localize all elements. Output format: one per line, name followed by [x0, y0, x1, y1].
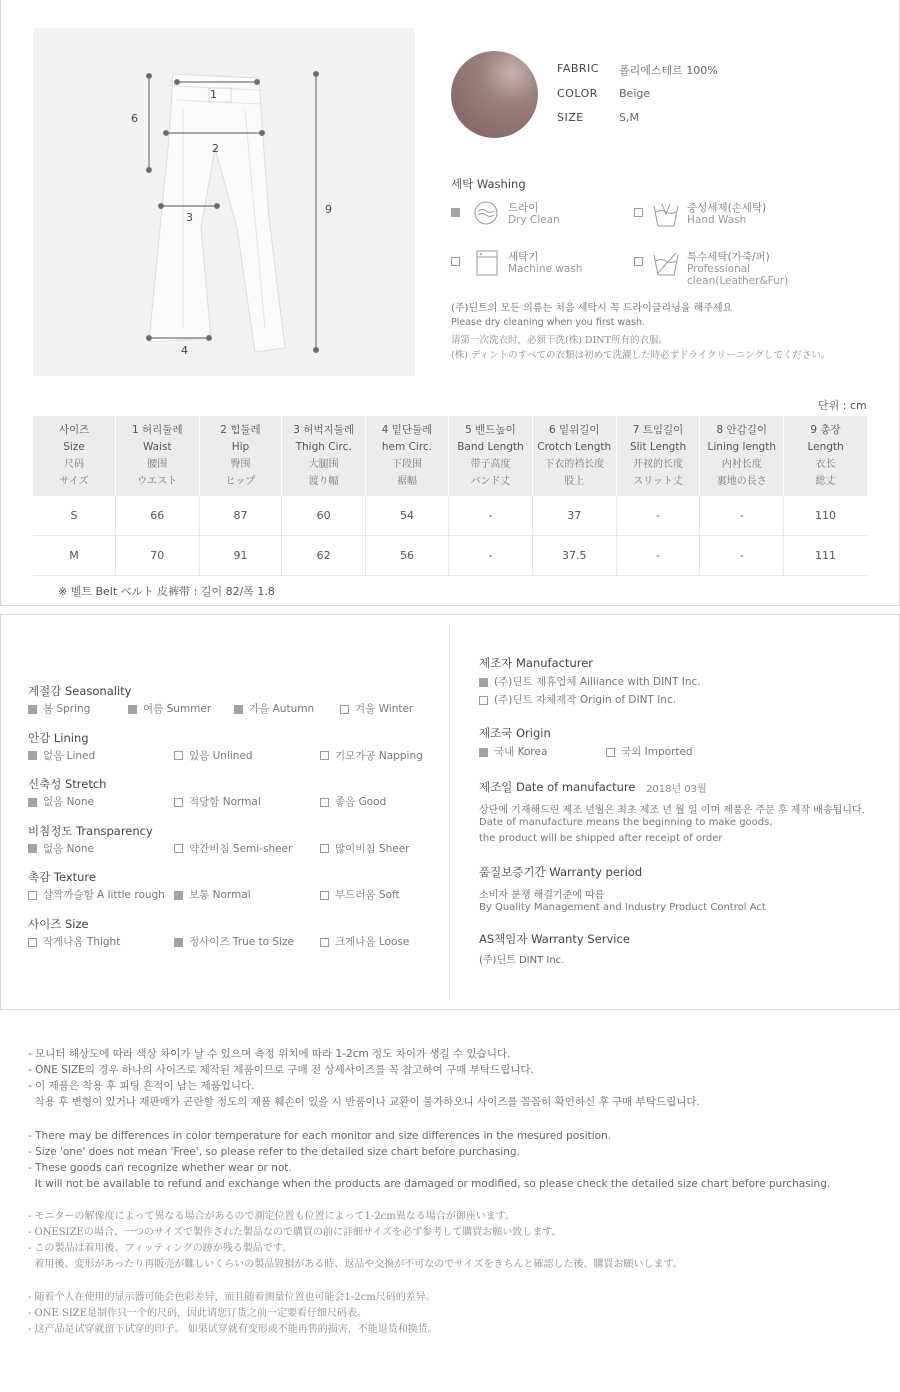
dry-clean-en: Dry Clean [508, 214, 560, 226]
attribute-title: 사이즈 Size [28, 917, 89, 931]
attribute-checkbox [340, 705, 349, 714]
header-hip [199, 416, 282, 496]
notice-zh-3: - 这产品是试穿就留下试穿的印子。 如果试穿就有变形或不能再售的损害，不能退货和换货。 [28, 1324, 438, 1335]
notice-ja-3: - この製品は着用後、フィッティングの跡が残る製品です。 [28, 1243, 292, 1254]
notice-ja-2: - ONESIZEの場合、一つのサイズで製作された製品なので購買の前に詳細サイズを必ず参考して購買お願い致します。 [28, 1227, 562, 1238]
option-label: 부드러움 Soft [335, 889, 400, 902]
option-label: 봄 Spring [43, 703, 91, 715]
size-label: SIZE [557, 111, 584, 124]
fabric-value: 폴리에스테르 100% [619, 64, 718, 77]
diagram-label-6: 6 [131, 112, 138, 125]
attribute-option [28, 934, 120, 949]
size-value: S,M [619, 111, 639, 124]
washing-dry-clean [451, 200, 621, 232]
manufacturer-title: 제조자 Manufacturer [479, 656, 594, 670]
option-label: 없음 None [43, 796, 95, 809]
washing-hand-wash-checkbox [634, 208, 643, 217]
header-size [33, 416, 116, 496]
table-cell: - [449, 536, 533, 576]
header-ja: 裏地の長さ [716, 476, 767, 487]
notice-zh-1: - 随着个人在使用的显示器可能会色彩差异，而且随着测量位置也可能会1-2cm尺码的差异。 [28, 1292, 436, 1303]
header-zh: 臀围 [230, 459, 251, 470]
header-zh: 腰围 [147, 459, 168, 470]
washing-professional [634, 249, 854, 287]
attribute-checkbox [28, 844, 37, 853]
attribute-option [174, 794, 261, 809]
hand-wash-icon [652, 200, 680, 228]
header-zh: 内衬长度 [721, 459, 762, 470]
hand-wash-en: Hand Wash [687, 214, 747, 226]
attribute-checkbox [174, 891, 183, 900]
table-cell: 110 [784, 496, 867, 536]
attribute-option [174, 934, 294, 949]
option-label: 있음 Unlined [189, 749, 253, 762]
table-cell: - [616, 536, 700, 576]
attribute-title: 비침정도 Transparency [28, 823, 153, 838]
header-zh: 下衣的裆长度 [544, 459, 605, 470]
header-en: Lining length [707, 441, 776, 453]
table-cell: M [33, 536, 116, 576]
belt-note: ※ 벨트 Belt ベルト 皮裤带 : 길이 82/폭 1.8 [58, 585, 275, 598]
manufacture-date-note-en2: the product will be shipped after receipt of order [479, 833, 723, 844]
header-zh: 开衩的长度 [633, 459, 684, 470]
header-zh: 带子高度 [470, 459, 511, 470]
warranty-period-en: By Quality Management and Industry Product Control Act [479, 902, 766, 913]
attribute-option [28, 887, 165, 902]
attribute-checkbox [320, 891, 329, 900]
header-en: Slit Length [629, 441, 687, 453]
attribute-title: 안감 Lining [28, 730, 89, 745]
attribute-option [320, 748, 423, 763]
header-ko: 7 트임길이 [632, 424, 684, 436]
notice-ko-2: - ONE SIZE의 경우 하나의 사이즈로 제작된 제품이므로 구매 전 상세사이즈를 꼭 참고하여 구매 부탁드립니다. [28, 1064, 534, 1076]
measurement-diagram [33, 28, 415, 376]
notice-en-2: - Size 'one' does not mean 'Free', so please refer to the detailed size chart before purchasing. [28, 1146, 520, 1158]
attribute-option [28, 841, 94, 856]
washing-note-ko: (주)딘트의 모든 의류는 처음 세탁시 꼭 드라이클리닝을 해주세요 [451, 303, 733, 314]
fabric-swatch [451, 51, 538, 138]
header-ko: 사이즈 [58, 424, 90, 436]
option-label: 좋음 Good [335, 796, 387, 809]
washing-title: 세탁 Washing [451, 177, 526, 191]
option-label: 겨울 Winter [355, 703, 414, 715]
manufacturer-alliance-checkbox [479, 678, 488, 687]
header-ja: 股上 [564, 476, 585, 487]
header-slit [616, 416, 700, 496]
diagram-label-4: 4 [181, 344, 188, 357]
washing-note-ja: (株) ディントのすべての衣類は初めて洗濯した時必ずドライクリーニングしてください。 [451, 350, 831, 361]
attribute-checkbox [128, 705, 137, 714]
notice-ja-1: - モニターの解像度によって異なる場合があるので測定位置も位置によって1-2cm異なる場合が御座います。 [28, 1211, 515, 1222]
attribute-option [320, 887, 400, 902]
table-cell: 56 [365, 536, 448, 576]
attribute-checkbox [174, 844, 183, 853]
option-label: 보통 Normal [189, 889, 251, 902]
hand-wash-ko: 중성세제(손세탁) [687, 202, 767, 214]
washing-hand-wash [634, 200, 834, 232]
notice-en-4: It will not be available to refund and exchange when the products are damaged or modified, so please check the detailed size chart before purchasing. [28, 1178, 831, 1190]
header-ja: バンド丈 [470, 476, 511, 487]
notice-ko-4: 착용 후 변형이 있거나 재판매가 곤란할 정도의 제품 훼손이 있을 시 반품이나 교환이 불가하오니 사이즈를 꼼꼼히 확인하신 후 구매 부탁드립니다. [28, 1096, 700, 1108]
professional-clean-ko: 특수세탁(가죽/퍼) [687, 251, 770, 263]
diagram-label-3: 3 [186, 211, 193, 224]
dry-clean-icon [473, 200, 499, 226]
header-ja: サイズ [59, 476, 89, 487]
attribute-checkbox [320, 751, 329, 760]
option-label: 많이비침 Sheer [335, 842, 410, 855]
header-en: Waist [142, 441, 172, 453]
washing-dry-clean-checkbox [451, 208, 460, 217]
header-zh: 大腿围 [308, 459, 339, 470]
option-label: 가을 Autumn [249, 703, 315, 715]
warranty-service-title: AS책임자 Warranty Service [479, 932, 630, 946]
notice-ko-1: - 모니터 해상도에 따라 색상 차이가 날 수 있으며 측정 위치에 따라 1-2cm 정도 차이가 생길 수 있습니다. [28, 1048, 511, 1060]
attribute-option [234, 701, 314, 716]
table-row [33, 496, 867, 536]
notice-ja-4: 着用後、変形があったり再販売が難しいくらいの製品毀損がある時、返品や交換が不可なのでサイズをきちんと確認した後、購買お願いします。 [28, 1259, 683, 1270]
attribute-checkbox [28, 891, 37, 900]
header-lining [700, 416, 784, 496]
attribute-checkbox [28, 798, 37, 807]
option-label: 작게나옴 Thight [43, 936, 121, 948]
table-cell: - [449, 496, 533, 536]
attribute-option [174, 748, 253, 763]
professional-clean-en: Professional clean(Leather&Fur) [687, 263, 789, 287]
header-ko: 6 밑위길이 [548, 424, 600, 436]
washing-machine-icon [475, 249, 499, 277]
header-ko: 5 밴드높이 [465, 424, 516, 436]
option-label: (주)딘트 제휴업체 Ailliance with DINT Inc. [494, 676, 701, 688]
attribute-option [128, 701, 211, 716]
option-label: 없음 None [43, 842, 95, 855]
diagram-label-2: 2 [212, 142, 219, 155]
header-ko: 3 허벅지둘레 [293, 424, 354, 436]
header-ko: 8 안감길이 [716, 424, 768, 436]
origin-korea-checkbox [479, 748, 488, 757]
details-divider [449, 626, 450, 1000]
header-en: Length [807, 441, 844, 453]
attribute-checkbox [28, 751, 37, 760]
washing-machine-checkbox [451, 257, 460, 266]
washing-machine [451, 249, 621, 281]
attribute-option [28, 748, 95, 763]
attribute-checkbox [174, 938, 183, 947]
table-cell: 111 [784, 536, 867, 576]
attribute-option [28, 701, 90, 716]
header-ja: 総丈 [815, 476, 836, 487]
option-label: 국외 Imported [621, 746, 693, 758]
header-ja: 裾幅 [396, 476, 417, 487]
attribute-checkbox [174, 798, 183, 807]
table-row [33, 536, 867, 576]
origin-option-korea [479, 744, 547, 759]
attribute-title: 촉감 Texture [28, 870, 96, 885]
manufacture-date-value: 2018년 03월 [646, 784, 707, 795]
header-ja: スリット丈 [633, 476, 683, 487]
header-waist [116, 416, 199, 496]
header-ja: 渡り幅 [308, 476, 339, 487]
diagram-label-1: 1 [210, 88, 217, 101]
manufacture-date-note-en1: Date of manufacture means the beginning to make goods, [479, 817, 773, 828]
attribute-checkbox [234, 705, 243, 714]
origin-title: 제조국 Origin [479, 726, 551, 740]
attribute-checkbox [28, 938, 37, 947]
header-thigh [282, 416, 365, 496]
washing-note-zh: 请第一次洗衣时，必须干洗(株) DINT所有的衣服。 [451, 335, 668, 346]
option-label: 없음 Lined [43, 749, 96, 762]
color-label: COLOR [557, 87, 598, 100]
washing-note-en: Please dry cleaning when you first wash. [451, 317, 646, 328]
washing-professional-checkbox [634, 257, 643, 266]
option-label: 국내 Korea [494, 746, 548, 758]
header-ja: ウエスト [137, 476, 178, 487]
notice-en-3: - These goods can recognize whether wear or not. [28, 1162, 292, 1174]
option-label: 기모가공 Napping [335, 749, 423, 762]
table-cell: - [616, 496, 700, 536]
origin-option-imported [606, 744, 693, 759]
professional-clean-icon [652, 249, 680, 277]
attribute-option [320, 841, 409, 856]
warranty-period-title: 품질보증기간 Warranty period [479, 865, 643, 879]
attribute-checkbox [28, 705, 37, 714]
header-en: Crotch Length [537, 441, 612, 453]
attribute-option [174, 887, 251, 902]
header-en: hem Circ. [381, 441, 433, 453]
size-table [33, 416, 867, 576]
manufacturer-option-origin [479, 692, 676, 707]
attribute-option [28, 794, 94, 809]
notice-en-1: - There may be differences in color temperature for each monitor and size differences in the mesured position. [28, 1130, 612, 1142]
table-cell: 60 [282, 496, 365, 536]
manufacturer-option-alliance [479, 674, 701, 689]
option-label: 적당함 Normal [189, 796, 261, 809]
table-cell: - [700, 536, 784, 576]
attribute-checkbox [174, 751, 183, 760]
option-label: 정사이즈 True to Size [189, 936, 294, 948]
option-label: (주)딘트 자체제작 Origin of DINT Inc. [494, 694, 677, 706]
table-cell: 87 [199, 496, 282, 536]
attribute-checkbox [320, 844, 329, 853]
table-cell: 70 [116, 536, 199, 576]
attribute-option [174, 841, 292, 856]
table-cell: - [700, 496, 784, 536]
attribute-checkbox [320, 798, 329, 807]
pants-measurement-illustration [33, 28, 415, 376]
notice-zh-2: - ONE SIZE是制作只一个的尺码，因此请您订货之前一定要看仔细尺码表。 [28, 1308, 368, 1319]
header-zh: 下段围 [391, 459, 422, 470]
header-en: Size [63, 441, 85, 453]
header-crotch [532, 416, 616, 496]
header-en: Thigh Circ. [295, 441, 352, 453]
washing-machine-en: Machine wash [508, 263, 583, 275]
header-ja: ヒップ [225, 476, 256, 487]
header-ko: 1 허리둘레 [132, 424, 183, 436]
diagram-label-9: 9 [325, 203, 332, 216]
option-label: 여름 Summer [143, 703, 212, 715]
attribute-option [320, 934, 409, 949]
header-ko: 4 밑단둘레 [381, 424, 433, 436]
option-label: 크게나옴 Loose [335, 936, 410, 948]
option-label: 살짝까슬함 A little rough [43, 889, 165, 902]
dry-clean-ko: 드라이 [508, 202, 539, 214]
unit-label: 단위 : cm [818, 399, 867, 412]
table-cell: 62 [282, 536, 365, 576]
size-table-header [33, 416, 867, 496]
attribute-checkbox [320, 938, 329, 947]
header-band [449, 416, 533, 496]
header-length [784, 416, 867, 496]
origin-imported-checkbox [606, 748, 615, 757]
color-value: Beige [619, 87, 651, 100]
table-cell: 91 [199, 536, 282, 576]
manufacture-date-note-ko: 상단에 기재해드린 제조 년월은 최초 제조 년 월 일 이며 제품은 주문 후 제작 배송됩니다. [479, 805, 865, 816]
attribute-title: 신축성 Stretch [28, 777, 107, 792]
notice-ko-3: - 이 제품은 착용 후 피팅 흔적이 남는 제품입니다. [28, 1080, 255, 1092]
header-en: Band Length [457, 441, 524, 453]
table-cell: S [33, 496, 116, 536]
header-hem [365, 416, 448, 496]
header-zh: 尺码 [64, 459, 85, 470]
fabric-label: FABRIC [557, 62, 599, 75]
header-ko: 9 총장 [810, 424, 841, 436]
header-ko: 2 힙둘레 [220, 424, 261, 436]
option-label: 약간비침 Semi-sheer [189, 842, 293, 855]
attribute-option [320, 794, 386, 809]
table-cell: 54 [365, 496, 448, 536]
table-cell: 37.5 [532, 536, 616, 576]
manufacture-date-title: 제조일 Date of manufacture [479, 780, 636, 794]
washing-machine-ko: 세탁기 [508, 251, 539, 263]
header-zh: 衣长 [815, 459, 836, 470]
table-cell: 37 [532, 496, 616, 536]
attribute-option [340, 701, 413, 716]
warranty-service-value: (주)딘트 DINT Inc. [479, 955, 565, 966]
header-en: Hip [231, 441, 250, 453]
manufacturer-origin-checkbox [479, 696, 488, 705]
attribute-title: 계절감 Seasonality [28, 684, 132, 698]
notice-section [28, 1046, 888, 1338]
table-cell: 66 [116, 496, 199, 536]
warranty-period-ko: 소비자 분쟁 해결기준에 따름 [479, 890, 605, 901]
